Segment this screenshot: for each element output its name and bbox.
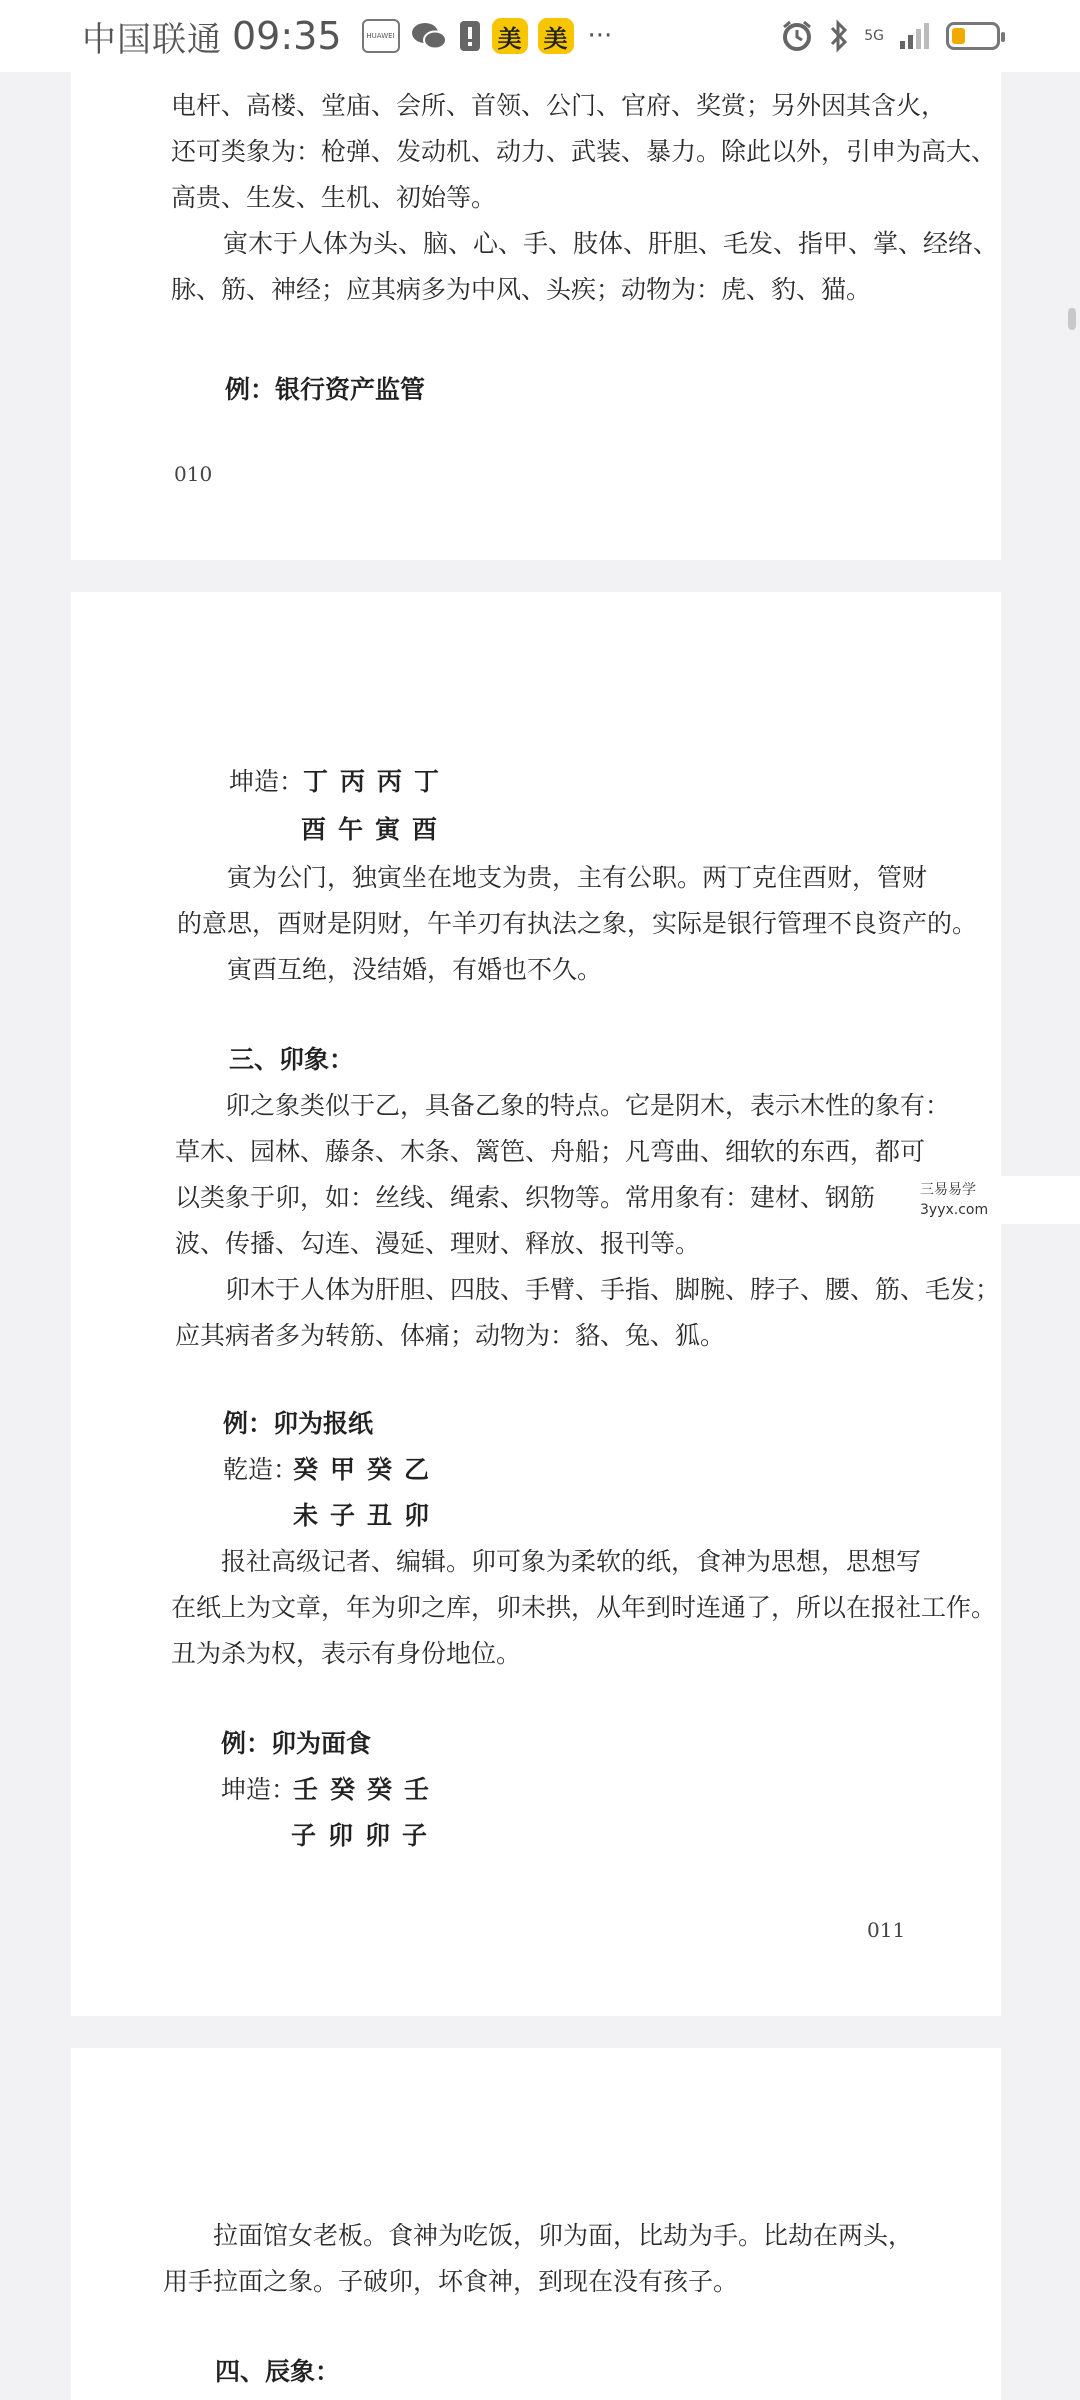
text-line: 在纸上为文章，年为卯之库，卯未拱，从年到时连通了，所以在报社工作。 — [171, 1593, 997, 1622]
text-line: 寅酉互绝，没结婚，有婚也不久。 — [227, 955, 603, 984]
alarm-icon — [780, 19, 814, 53]
text-line: 寅为公门，独寅坐在地支为贵，主有公职。两丁克住酉财，管财 — [227, 863, 928, 892]
wechat-icon — [410, 20, 448, 52]
bluetooth-icon — [828, 19, 850, 53]
more-notifications-icon: ··· — [587, 21, 613, 51]
bazi-branches: 未子丑卯 — [293, 1501, 442, 1530]
text-line: 高贵、生发、生机、初始等。 — [171, 183, 497, 212]
text-line: 丑为杀为权，表示有身份地位。 — [171, 1639, 522, 1668]
bazi-stems: 癸甲癸乙 — [293, 1455, 442, 1484]
text-line: 寅木于人体为头、脑、心、手、肢体、肝胆、毛发、指甲、掌、经络、 — [223, 229, 999, 258]
text-line: 脉、筋、神经；应其病多为中风、头疾；动物为：虎、豹、猫。 — [171, 275, 872, 304]
bazi-stems: 壬癸癸壬 — [293, 1775, 442, 1804]
bazi-label: 坤造： — [229, 767, 305, 796]
text-line: 波、传播、勾连、漫延、理财、释放、报刊等。 — [175, 1229, 701, 1258]
text-line: 电杆、高楼、堂庙、会所、首领、公门、官府、奖赏；另外因其含火， — [171, 91, 947, 120]
document-page-011 — [71, 592, 1001, 2016]
watermark-url: 3yyx.com — [920, 1202, 989, 1218]
scrollbar-thumb[interactable] — [1068, 308, 1076, 330]
text-line: 应其病者多为转筋、体痛；动物为：貉、兔、狐。 — [175, 1321, 726, 1350]
watermark — [910, 1176, 1080, 1224]
meituan-app-icon-2: 美 — [538, 18, 574, 54]
section-heading: 三、卯象： — [229, 1045, 355, 1074]
bazi-label: 坤造： — [221, 1775, 297, 1804]
text-line: 用手拉面之象。子破卯，坏食神，到现在没有孩子。 — [163, 2267, 739, 2296]
text-line: 卯之象类似于乙，具备乙象的特点。它是阴木，表示木性的象有： — [225, 1091, 951, 1120]
text-line: 以类象于卯，如：丝线、绳索、织物等。常用象有：建材、钢筋 — [175, 1183, 876, 1212]
text-line: 报社高级记者、编辑。卯可象为柔软的纸，食神为思想，思想写 — [221, 1547, 922, 1576]
example-heading: 例：卯为报纸 — [223, 1409, 374, 1438]
bazi-label: 乾造： — [223, 1455, 299, 1484]
network-type: 5G — [864, 28, 884, 44]
section-heading: 四、辰象： — [215, 2357, 341, 2386]
clock: 09:35 — [232, 14, 342, 58]
text-line: 的意思，酉财是阴财，午羊刃有执法之象，实际是银行管理不良资产的。 — [177, 909, 978, 938]
signal-icon — [898, 21, 932, 51]
battery-level — [952, 28, 965, 44]
status-bar — [0, 0, 1080, 72]
document-page-010 — [71, 0, 1001, 560]
page-number: 011 — [867, 1918, 906, 1942]
bazi-stems: 丁丙丙丁 — [303, 767, 452, 796]
huawei-icon: HUAWEI — [362, 19, 400, 53]
page-number: 010 — [174, 462, 213, 486]
battery-icon — [946, 22, 1000, 50]
text-line: 还可类象为：枪弹、发动机、动力、武装、暴力。除此以外，引申为高大、 — [171, 137, 997, 166]
alert-icon — [458, 19, 482, 53]
text-line: 拉面馆女老板。食神为吃饭，卯为面，比劫为手。比劫在两头， — [213, 2221, 914, 2250]
document-page-012 — [71, 2048, 1001, 2400]
carrier-label: 中国联通 — [82, 19, 222, 60]
example-heading: 例：卯为面食 — [221, 1729, 372, 1758]
example-heading: 例：银行资产监管 — [225, 375, 426, 404]
meituan-app-icon: 美 — [492, 18, 528, 54]
text-line: 草木、园林、藤条、木条、篱笆、舟船；凡弯曲、细软的东西，都可 — [175, 1137, 926, 1166]
text-line: 卯木于人体为肝胆、四肢、手臂、手指、脚腕、脖子、腰、筋、毛发； — [225, 1275, 1001, 1304]
bazi-branches: 酉午寅酉 — [301, 815, 450, 844]
watermark-name: 三易易学 — [920, 1182, 976, 1198]
bazi-branches: 子卯卯子 — [291, 1821, 440, 1850]
